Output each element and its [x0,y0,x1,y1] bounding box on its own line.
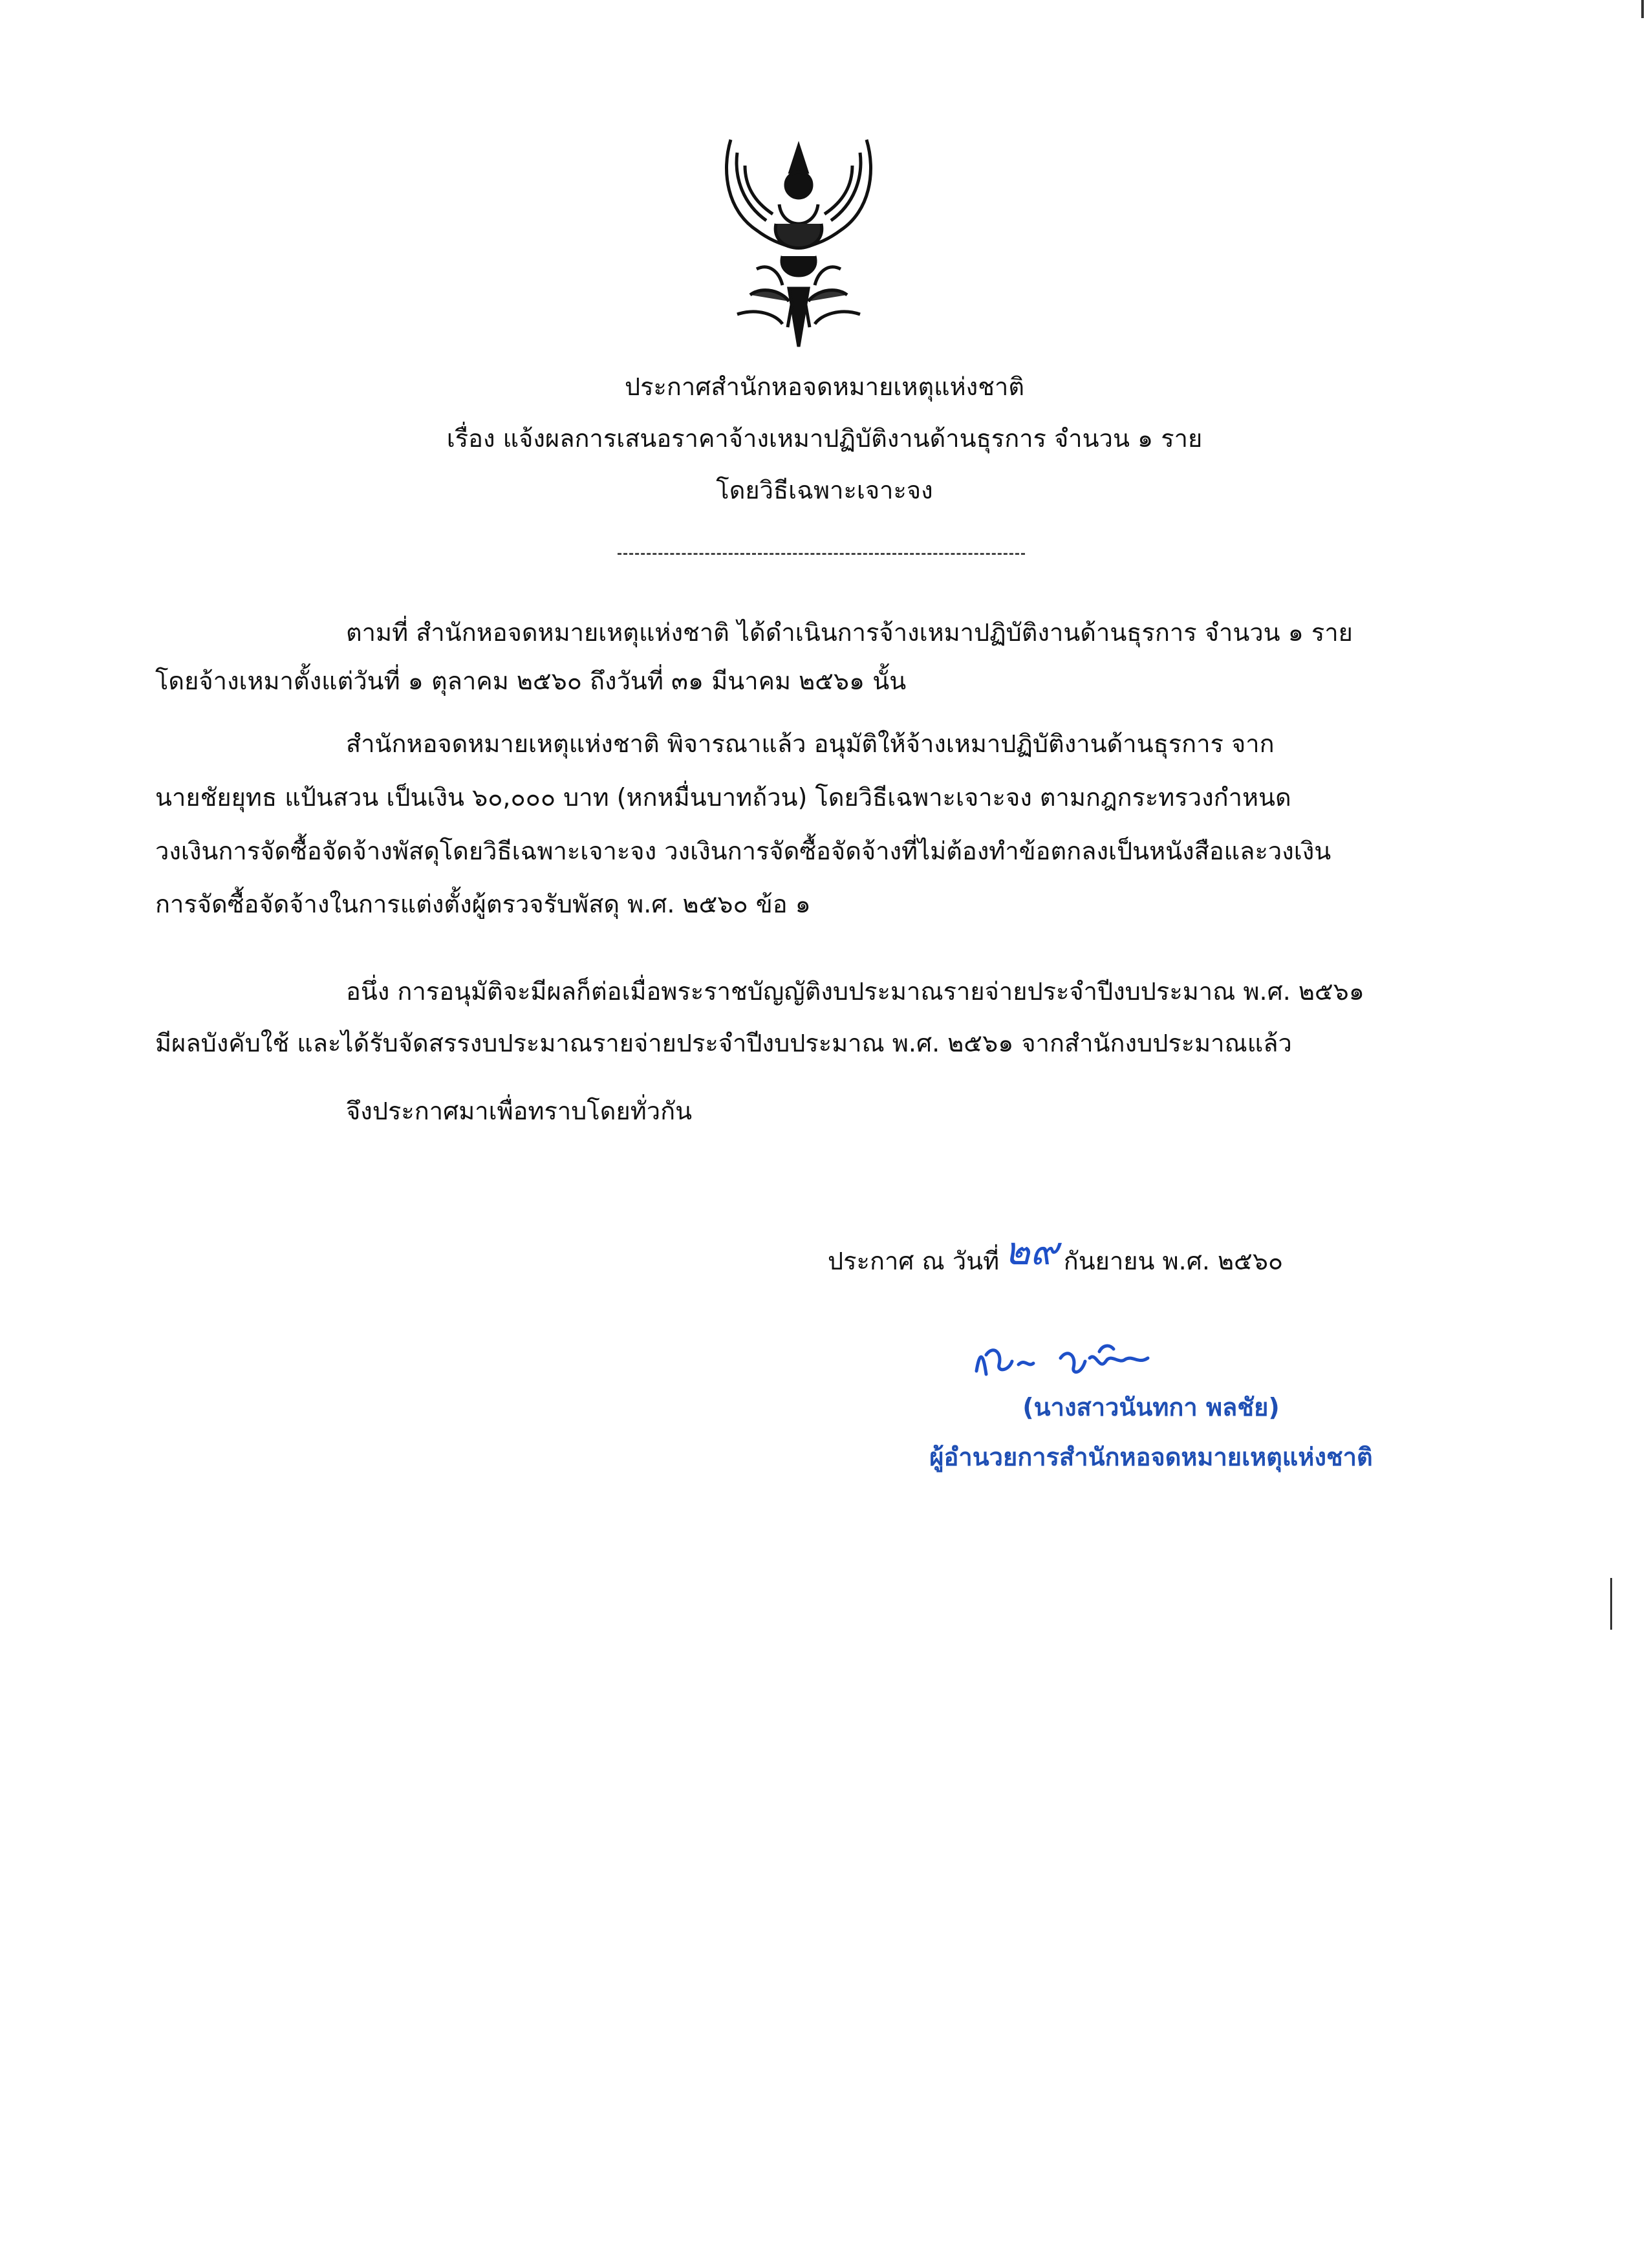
paragraph-2-line-1: สำนักหอจดหมายเหตุแห่งชาติ พิจารณาแล้ว อนุมัติให้จ้างเหมาปฏิบัติงานด้านธุรการ จาก [346,729,1275,758]
paragraph-1-line-2: โดยจ้างเหมาตั้งแต่วันที่ ๑ ตุลาคม ๒๕๖๐ ถึงวันที่ ๓๑ มีนาคม ๒๕๖๑ นั้น [155,667,907,695]
handwritten-day: ๒๙ [1004,1229,1059,1274]
paragraph-3-line-2: มีผลบังคับใช้ และได้รับจัดสรรงบประมาณรายจ่ายประจำปีงบประมาณ พ.ศ. ๒๕๖๑ จากสำนักงบประมาณแล้ว [155,1029,1292,1057]
procurement-method: โดยวิธีเฉพาะเจาะจง [716,476,933,504]
document-title: ประกาศสำนักหอจดหมายเหตุแห่งชาติ [624,373,1025,401]
signatory-position: ผู้อำนวยการสำนักหอจดหมายเหตุแห่งชาติ [929,1443,1373,1471]
paragraph-3-line-1: อนึ่ง การอนุมัติจะมีผลก็ต่อเมื่อพระราชบัญญัติงบประมาณรายจ่ายประจำปีงบประมาณ พ.ศ. ๒๕๖๑ [346,977,1364,1006]
paragraph-1-line-1: ตามที่ สำนักหอจดหมายเหตุแห่งชาติ ได้ดำเนินการจ้างเหมาปฏิบัติงานด้านธุรการ จำนวน ๑ ราย [346,618,1353,647]
announcement-date [828,1229,1284,1279]
header-divider [618,553,1025,555]
paragraph-2-line-3: วงเงินการจัดซื้อจัดจ้างพัสดุโดยวิธีเฉพาะเจาะจง วงเงินการจัดซื้อจัดจ้างที่ไม่ต้องทำข้อตกลงเป็นหนังสือและวงเงิน [155,837,1331,865]
scan-mark [1641,0,1644,18]
closing-statement: จึงประกาศมาเพื่อทราบโดยทั่วกัน [346,1097,693,1125]
announcement-prefix: ประกาศ ณ วันที่ [828,1247,1000,1275]
announcement-suffix: กันยายน พ.ศ. ๒๕๖๐ [1063,1247,1284,1275]
paragraph-2-line-2: นายชัยยุทธ แป้นสวน เป็นเงิน ๖๐,๐๐๐ บาท (หกหมื่นบาทถ้วน) โดยวิธีเฉพาะเจาะจง ตามกฎกระทรวงกำหนด [155,783,1291,812]
scan-mark [1610,1578,1612,1630]
handwritten-signature [964,1326,1177,1397]
paragraph-2-line-4: การจัดซื้อจัดจ้างในการแต่งตั้งผู้ตรวจรับพัสดุ พ.ศ. ๒๕๖๐ ข้อ ๑ [155,890,811,918]
garuda-emblem-icon [718,133,879,353]
document-subject: เรื่อง แจ้งผลการเสนอราคาจ้างเหมาปฏิบัติงานด้านธุรการ จำนวน ๑ ราย [446,424,1203,453]
signatory-name: (นางสาวนันทกา พลชัย) [1022,1393,1280,1421]
